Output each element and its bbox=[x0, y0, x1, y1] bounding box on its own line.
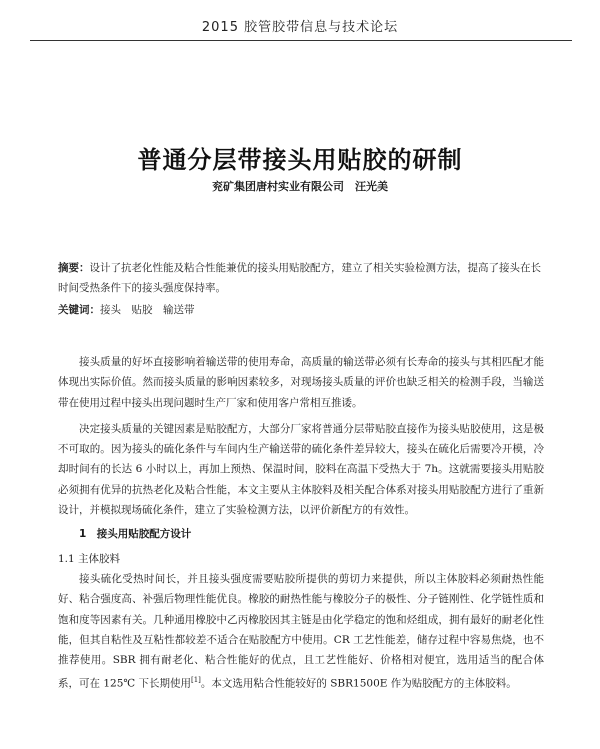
body-paragraph-2: 决定接头质量的关键因素是贴胶配方，大部分厂家将普通分层带贴胶直接作为接头贴胶使用，这是极不可取的。因为接头的硫化条件与车间内生产输送带的硫化条件差异较大，接头在硫化后需要冷开模，冷却时间有的长达 6 小时以上，再加上预热、保温时间，胶料在高温下受热大于 7h。这就需要接头用贴胶必须拥有优异的抗热老化及粘合性能，本文主要从主体胶料及相关配合体系对接头用贴胶配方进行了重新设计，并模拟现场硫化条件，建立了实验检测方法，以评价新配方的有效性。 bbox=[58, 422, 544, 517]
abstract bbox=[58, 258, 544, 298]
paper-title: 普通分层带接头用贴胶的研制 bbox=[137, 145, 463, 174]
abstract-text: 设计了抗老化性能及粘合性能兼优的接头用贴胶配方，建立了相关实验检测方法，提高了接头在长时间受热条件下的接头强度保持率。 bbox=[58, 262, 541, 294]
paper-authors: 兖矿集团唐村实业有限公司 汪光美 bbox=[212, 180, 388, 193]
abstract-label: 摘要： bbox=[58, 262, 90, 274]
paragraph-3-main: 接头硫化受热时间长，并且接头强度需要贴胶所提供的剪切力来提供，所以主体胶料必须耐热性能好、粘合强度高、补强后物理性能优良。橡胶的耐热性能与橡胶分子的极性、分子链刚性、化学链性质和饱和度等因素有关。几种通用橡胶中乙丙橡胶因其主链是由化学稳定的饱和烃组成，拥有最好的耐老化性能，但其自粘性及互粘性都较差不适合在贴胶配方中使用。CR 工艺性能差，储存过程中容易焦烧，也不推荐使用。SBR 拥有耐老化、粘合性能好的优点，且工艺性能好、价格相对便宜，选用适当的配合体系，可在 125℃ 下长期使用 bbox=[58, 572, 544, 690]
header-rule bbox=[30, 40, 572, 41]
paragraph-3-tail: 。本文选用粘合性能较好的 SBR1500E 作为贴胶配方的主体胶料。 bbox=[200, 677, 517, 690]
running-header: 2015 胶管胶带信息与技术论坛 bbox=[201, 20, 399, 35]
subsection-heading-1-1: 1.1 主体胶料 bbox=[58, 552, 121, 565]
citation-1: [1] bbox=[190, 676, 201, 685]
body-paragraph-1: 接头质量的好坏直接影响着输送带的使用寿命，高质量的输送带必须有长寿命的接头与其相匹配才能体现出实际价值。然而接头质量的影响因素较多，对现场接头质量的评价也缺乏相关的检测手段，当输送带在使用过程中接头出现问题时生产厂家和使用客户常相互推诿。 bbox=[58, 356, 544, 409]
body-text bbox=[58, 352, 544, 694]
keywords-label: 关键词： bbox=[58, 304, 100, 316]
keywords-text: 接头 贴胶 输送带 bbox=[100, 304, 195, 316]
keywords bbox=[58, 300, 544, 320]
body-paragraph-3 bbox=[58, 569, 544, 694]
section-heading-1: 1 接头用贴胶配方设计 bbox=[79, 528, 192, 541]
